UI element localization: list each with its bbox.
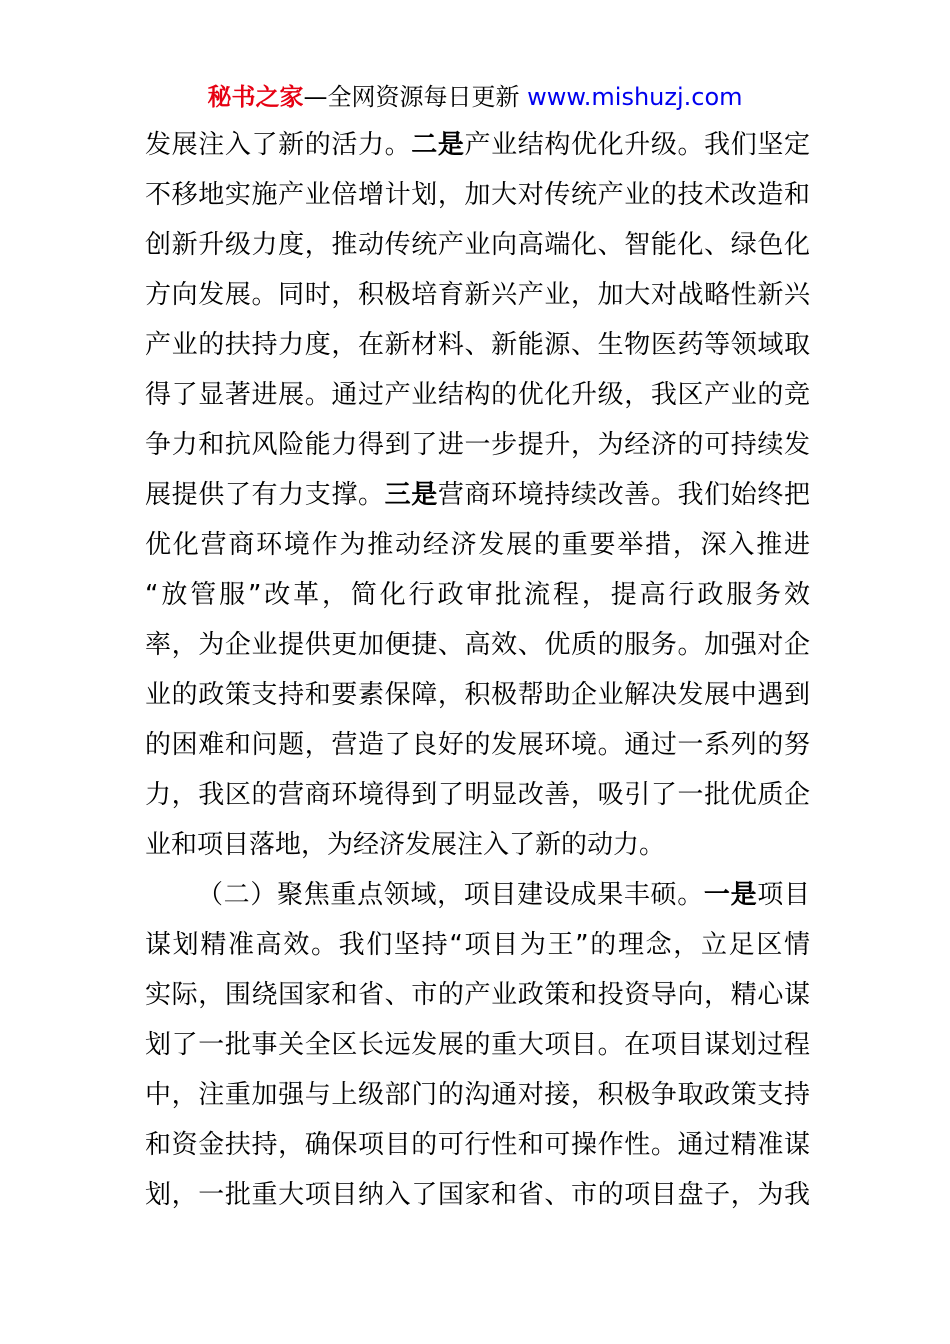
text-line: 率，为企业提供更加便捷、高效、优质的服务。加强对企: [145, 630, 810, 660]
text-line: 和资金扶持，确保项目的可行性和可操作性。通过精准谋: [145, 1130, 810, 1160]
site-url[interactable]: www.mishuzj.com: [527, 83, 743, 111]
text-line: 优化营商环境作为推动经济发展的重要举措，深入推进: [145, 530, 810, 560]
text-line: 划了一批事关全区长远发展的重大项目。在项目谋划过程: [145, 1030, 810, 1060]
text-line: 力，我区的营商环境得到了明显改善，吸引了一批优质企: [145, 780, 810, 810]
site-tagline: —全网资源每日更新: [303, 83, 520, 111]
text-line: 展提供了有力支撑。三是营商环境持续改善。我们始终把: [145, 480, 810, 510]
document-body: [145, 120, 810, 1220]
text-line: 得了显著进展。通过产业结构的优化升级，我区产业的竞: [145, 380, 810, 410]
text-line: （二）聚焦重点领域，项目建设成果丰硕。一是项目: [197, 880, 810, 910]
site-brand: 秘书之家: [207, 83, 304, 111]
text-line: 划，一批重大项目纳入了国家和省、市的项目盘子，为我: [145, 1180, 810, 1210]
text-line: 中，注重加强与上级部门的沟通对接，积极争取政策支持: [145, 1080, 810, 1110]
text-line: 业和项目落地，为经济发展注入了新的动力。: [145, 830, 666, 860]
text-line: 业的政策支持和要素保障，积极帮助企业解决发展中遇到: [145, 680, 810, 710]
text-line: 创新升级力度，推动传统产业向高端化、智能化、绿色化: [145, 230, 810, 260]
text-line: 产业的扶持力度，在新材料、新能源、生物医药等领域取: [145, 330, 810, 360]
text-line: 方向发展。同时，积极培育新兴产业，加大对战略性新兴: [145, 280, 810, 310]
text-line: 争力和抗风险能力得到了进一步提升，为经济的可持续发: [145, 430, 810, 460]
text-line: 不移地实施产业倍增计划，加大对传统产业的技术改造和: [145, 180, 810, 210]
text-line: “放管服”改革，简化行政审批流程，提高行政服务效: [145, 580, 810, 610]
site-header: [0, 80, 950, 114]
text-line: 谋划精准高效。我们坚持“项目为王”的理念，立足区情: [145, 930, 810, 960]
text-line: 实际，围绕国家和省、市的产业政策和投资导向，精心谋: [145, 980, 810, 1010]
text-line: 的困难和问题，营造了良好的发展环境。通过一系列的努: [145, 730, 810, 760]
text-line: 发展注入了新的活力。二是产业结构优化升级。我们坚定: [145, 130, 810, 160]
